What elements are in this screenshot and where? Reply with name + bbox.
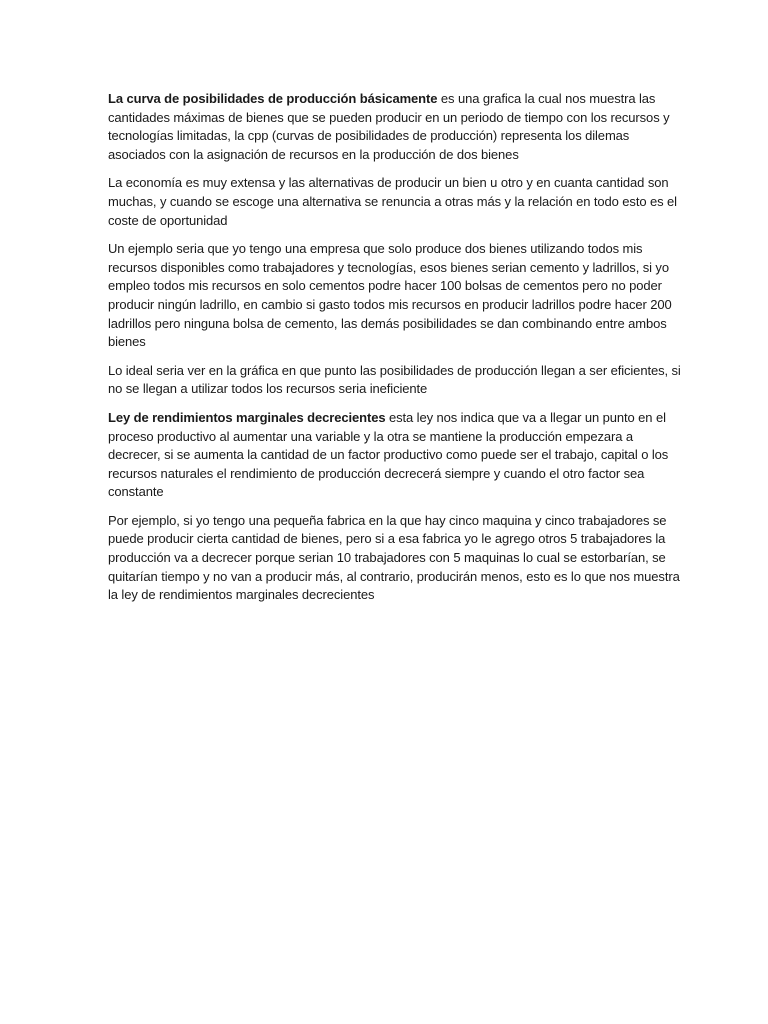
paragraph-example: [108, 240, 688, 352]
paragraph-ideal: [108, 362, 688, 399]
paragraph-diminishing-returns: [108, 409, 688, 502]
paragraph-factory-example: [108, 512, 688, 605]
paragraph-text: es una grafica la cual nos muestra las cantidades máximas de bienes que se pueden producir en un periodo de tiempo con los recursos y tecnologías limitadas, la cpp (curvas de posibilidades de producción) representa los dilemas asociados con la asignación de recursos en la producción de dos bienes: [108, 91, 670, 162]
paragraph-text: Un ejemplo seria que yo tengo una empresa que solo produce dos bienes utilizando todos mis recursos disponibles como trabajadores y tecnologías, esos bienes serian cemento y ladrillos, si yo empleo todos mis recursos en solo cementos podre hacer 100 bolsas de cementos pero no poder producir ningún ladrillo, en cambio si gasto todos mis recursos en producir ladrillos podre hacer 200 ladrillos pero ninguna bolsa de cemento, las demás posibilidades se dan combinando entre ambos bienes: [108, 241, 672, 350]
document-body: [108, 90, 688, 615]
paragraph-lead: Ley de rendimientos marginales decrecientes: [108, 409, 386, 425]
paragraph-text: La economía es muy extensa y las alternativas de producir un bien u otro y en cuanta cantidad son muchas, y cuando se escoge una alternativa se renuncia a otras más y la relación en todo esto es el coste de oportunidad: [108, 175, 677, 228]
paragraph-lead: La curva de posibilidades de producción básicamente: [108, 91, 438, 106]
paragraph-text: Por ejemplo, si yo tengo una pequeña fabrica en la que hay cinco maquina y cinco trabajadores se puede producir cierta cantidad de bienes, pero si a esa fabrica yo le agrego otros 5 trabajadores la producción va a decrecer porque serian 10 trabajadores con 5 maquinas lo cual se estorbarían, se quitarían tiempo y no van a producir más, al contrario, producirán menos, esto es lo que nos muestra la ley de rendimientos marginales decrecientes: [108, 512, 680, 603]
paragraph-text: esta ley nos indica que va a llegar un punto en el proceso productivo al aumentar una variable y la otra se mantiene la producción empezara a decrecer, si se aumenta la cantidad de un factor productivo como puede ser el trabajo, capital o los recursos naturales el rendimiento de producción decrecerá siempre y cuando el otro factor sea constante: [108, 409, 669, 500]
paragraph-text: Lo ideal seria ver en la gráfica en que punto las posibilidades de producción llegan a ser eficientes, si no se llegan a utilizar todos los recursos seria ineficiente: [108, 362, 681, 397]
paragraph-cpp-definition: [108, 90, 688, 164]
paragraph-economy: [108, 174, 688, 230]
